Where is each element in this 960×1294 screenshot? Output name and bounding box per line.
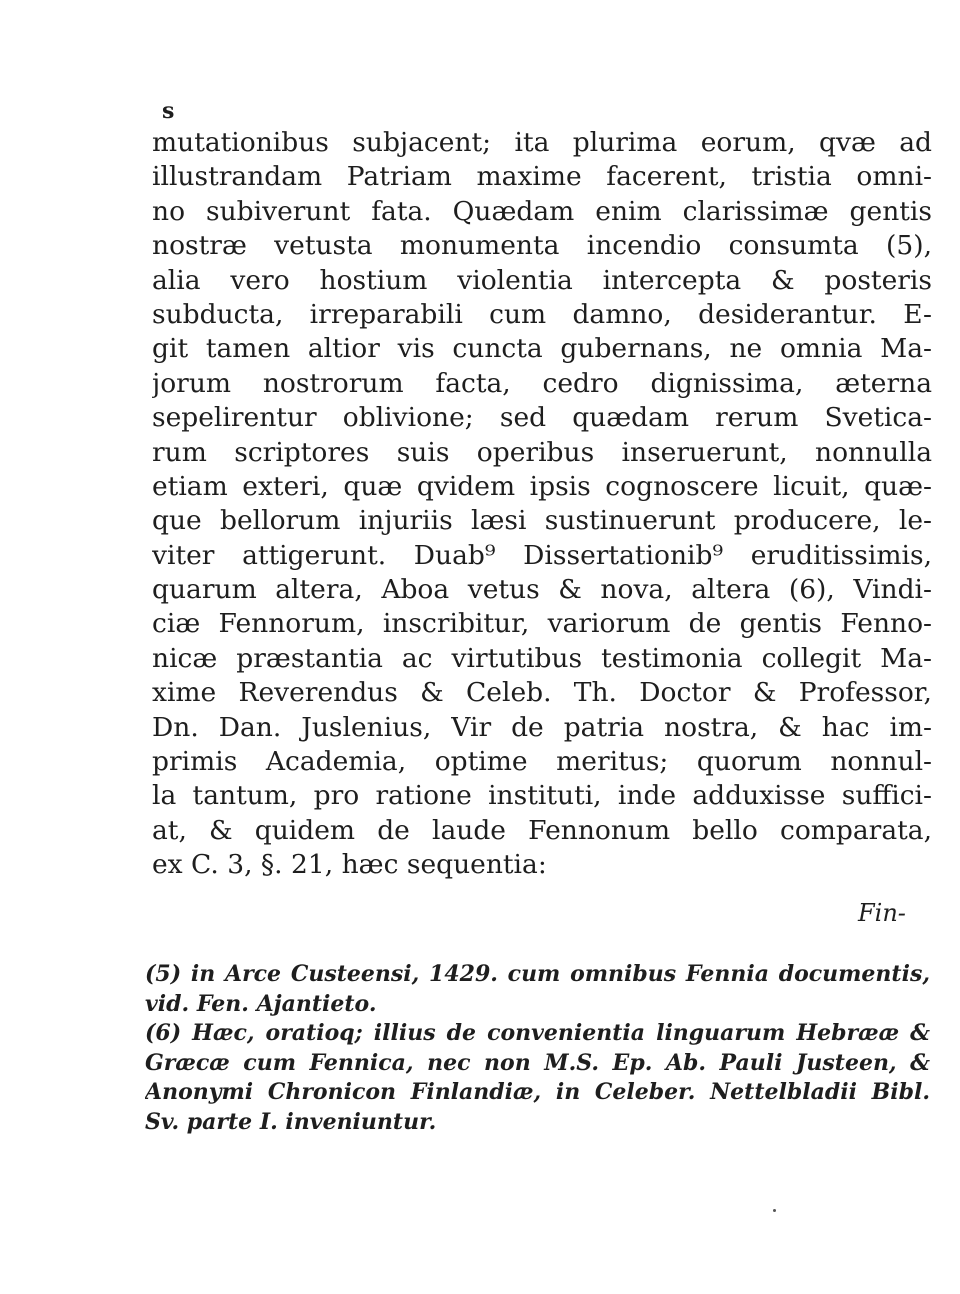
footnote-line: Anonymi Chronicon Finlandiæ, in Celeber. Nettelbladii Bibl. <box>145 1079 930 1105</box>
text-line: xime Reverendus & Celeb. Th. Doctor & Professor, <box>152 677 932 709</box>
footnotes <box>145 960 930 1137</box>
text-line: primis Academia, optime meritus; quorum nonnul- <box>152 746 932 778</box>
text-line: jorum nostrorum facta, cedro dignissima, æterna <box>152 367 932 399</box>
text-line: nostræ vetusta monumenta incendio consumta (5), <box>152 230 932 262</box>
text-line: Dn. Dan. Juslenius, Vir de patria nostra, & hac im- <box>152 711 932 743</box>
signature-mark: s <box>162 98 175 124</box>
catchword: Fin- <box>858 899 906 927</box>
text-line: at, & quidem de laude Fennonum bello comparata, <box>152 814 932 846</box>
text-line: viter attigerunt. Duab⁹ Dissertationib⁹ eruditissimis, <box>152 539 932 571</box>
text-line: alia vero hostium violentia intercepta & posteris <box>152 264 932 296</box>
text-line: git tamen altior vis cuncta gubernans, ne omnia Ma- <box>152 333 932 365</box>
text-line: etiam exteri, quæ qvidem ipsis cognoscere licuit, quæ- <box>152 470 932 502</box>
body-text <box>152 126 932 883</box>
ink-speck <box>773 1209 776 1212</box>
text-line: sepelirentur oblivione; sed quædam rerum Svetica- <box>152 402 932 434</box>
text-line: subducta, irreparabili cum damno, desiderantur. E- <box>152 298 932 330</box>
footnote-line: (6) Hæc, oratioq; illius de convenientia linguarum Hebrææ & <box>145 1020 930 1046</box>
footnote-line: vid. Fen. Ajantieto. <box>145 990 377 1017</box>
text-line: rum scriptores suis operibus inseruerunt, nonnulla <box>152 436 932 468</box>
text-line: quarum altera, Aboa vetus & nova, altera (6), Vindi- <box>152 574 932 606</box>
text-line: illustrandam Patriam maxime facerent, tristia omni- <box>152 161 932 193</box>
text-line: ex C. 3, §. 21, hæc sequentia: <box>152 849 547 881</box>
text-line: ciæ Fennorum, inscribitur, variorum de gentis Fenno- <box>152 608 932 640</box>
text-line: la tantum, pro ratione instituti, inde adduxisse suffici- <box>152 780 932 812</box>
footnote-line: (5) in Arce Custeensi, 1429. cum omnibus Fennia documentis, <box>145 961 930 987</box>
footnote-line: Græcæ cum Fennica, nec non M.S. Ep. Ab. Pauli Justeen, & <box>145 1049 930 1076</box>
text-line: no subiverunt fata. Quædam enim clarissimæ gentis <box>152 195 932 227</box>
text-line: que bellorum injuriis læsi sustinuerunt producere, le- <box>152 505 932 537</box>
text-line: nicæ præstantia ac virtutibus testimonia collegit Ma- <box>152 642 932 674</box>
text-line: mutationibus subjacent; ita plurima eorum, qvæ ad <box>152 127 932 158</box>
footnote-line: Sv. parte I. inveniuntur. <box>145 1108 437 1135</box>
